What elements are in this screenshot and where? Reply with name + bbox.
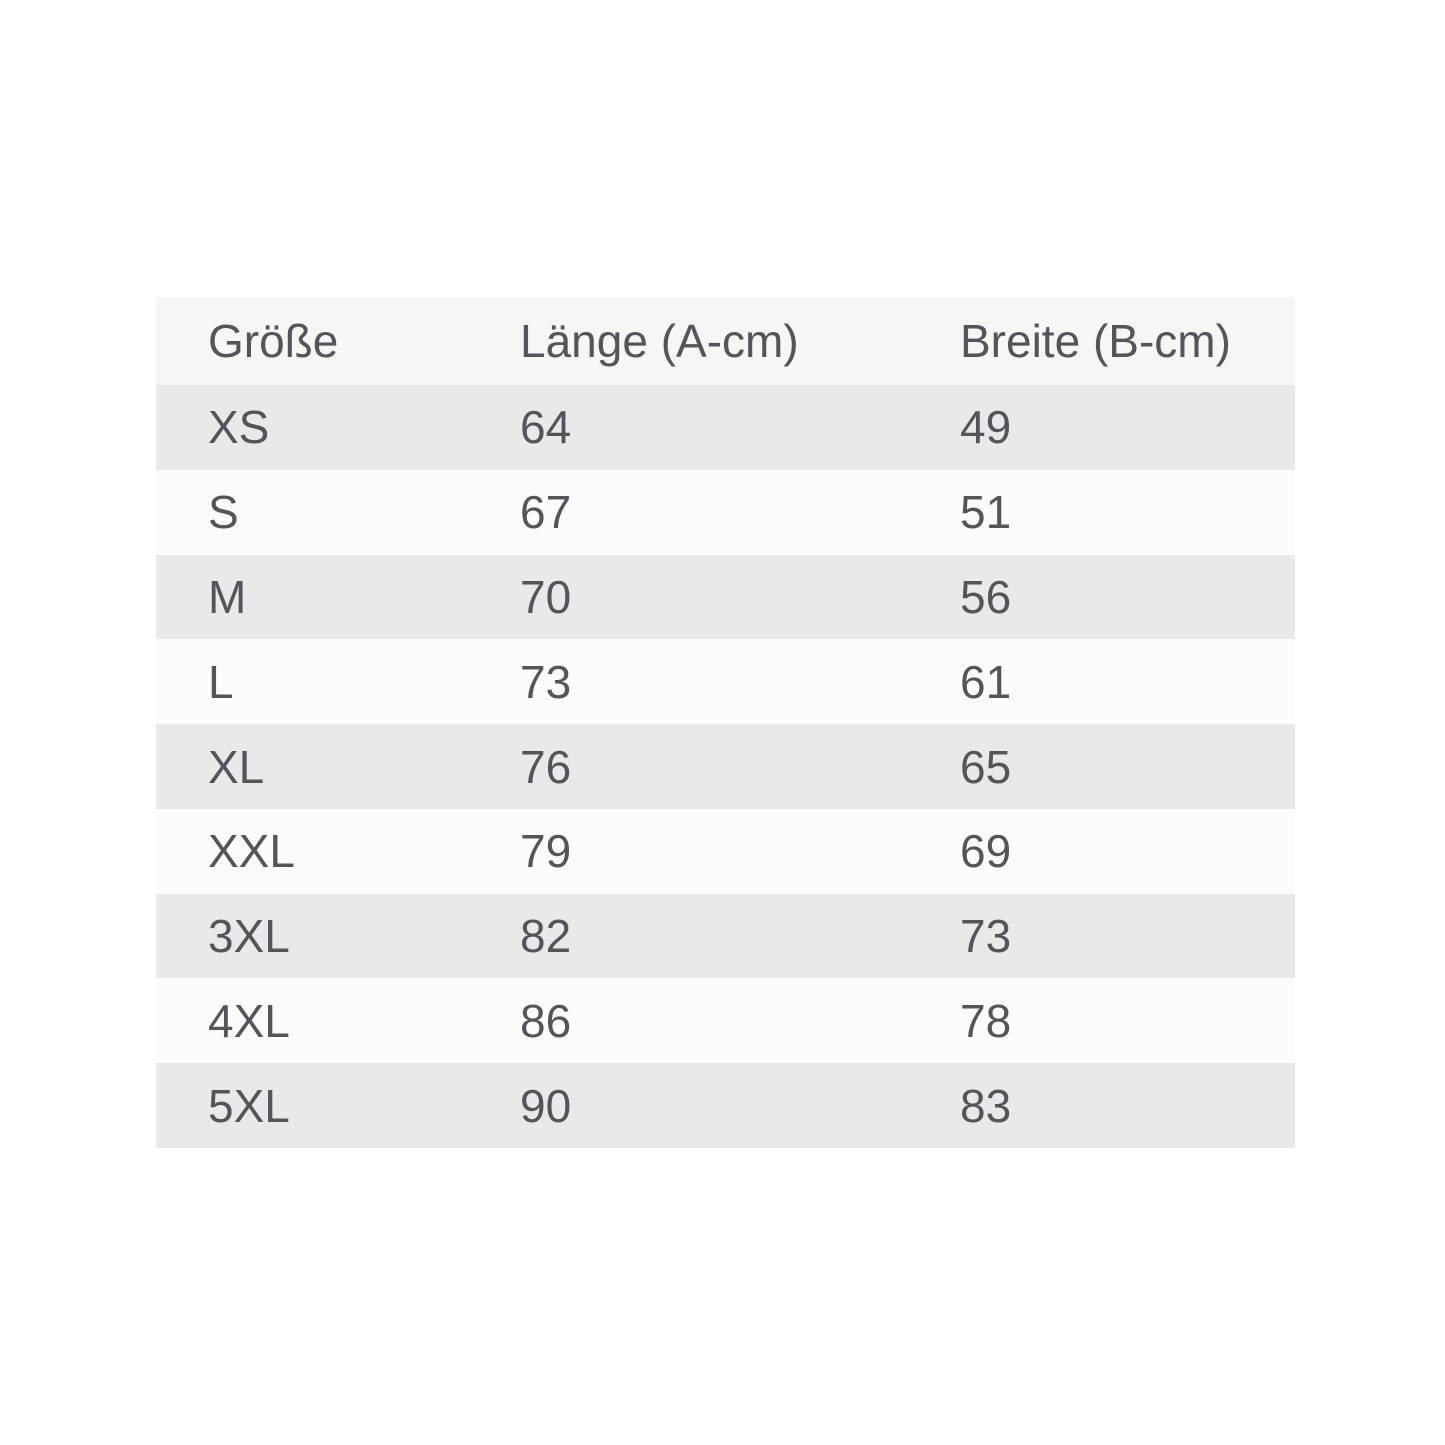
table-row [156, 470, 1295, 555]
cell-size: 3XL [208, 910, 290, 963]
table-row [156, 809, 1295, 894]
column-header-width: Breite (B-cm) [960, 315, 1231, 367]
cell-length: 90 [520, 1079, 572, 1132]
cell-size: L [208, 655, 234, 708]
cell-width: 73 [960, 910, 1012, 963]
cell-width: 61 [960, 655, 1012, 708]
cell-size: XXL [208, 825, 295, 878]
cell-length: 73 [520, 655, 572, 708]
cell-length: 76 [520, 740, 572, 793]
cell-width: 83 [960, 1079, 1012, 1132]
cell-length: 70 [520, 570, 572, 623]
table-row [156, 894, 1295, 979]
cell-width: 51 [960, 486, 1012, 539]
table-header-row [156, 297, 1295, 385]
cell-size: 4XL [208, 994, 290, 1047]
table-body [156, 385, 1295, 1148]
cell-size: M [208, 570, 247, 623]
cell-width: 65 [960, 740, 1012, 793]
size-chart-table [156, 297, 1295, 1148]
table-row [156, 1063, 1295, 1148]
cell-length: 86 [520, 994, 572, 1047]
cell-size: XS [208, 401, 270, 454]
cell-width: 78 [960, 994, 1012, 1047]
cell-length: 64 [520, 401, 572, 454]
cell-size: S [208, 486, 239, 539]
cell-length: 79 [520, 825, 572, 878]
table-row [156, 555, 1295, 640]
cell-width: 69 [960, 825, 1012, 878]
cell-width: 49 [960, 401, 1012, 454]
column-header-length: Länge (A-cm) [520, 315, 799, 367]
table-row [156, 639, 1295, 724]
table-row [156, 978, 1295, 1063]
cell-size: XL [208, 740, 265, 793]
cell-width: 56 [960, 570, 1012, 623]
cell-length: 82 [520, 910, 572, 963]
column-header-size: Größe [208, 315, 339, 367]
table-row [156, 724, 1295, 809]
cell-size: 5XL [208, 1079, 290, 1132]
table-row [156, 385, 1295, 470]
cell-length: 67 [520, 486, 572, 539]
